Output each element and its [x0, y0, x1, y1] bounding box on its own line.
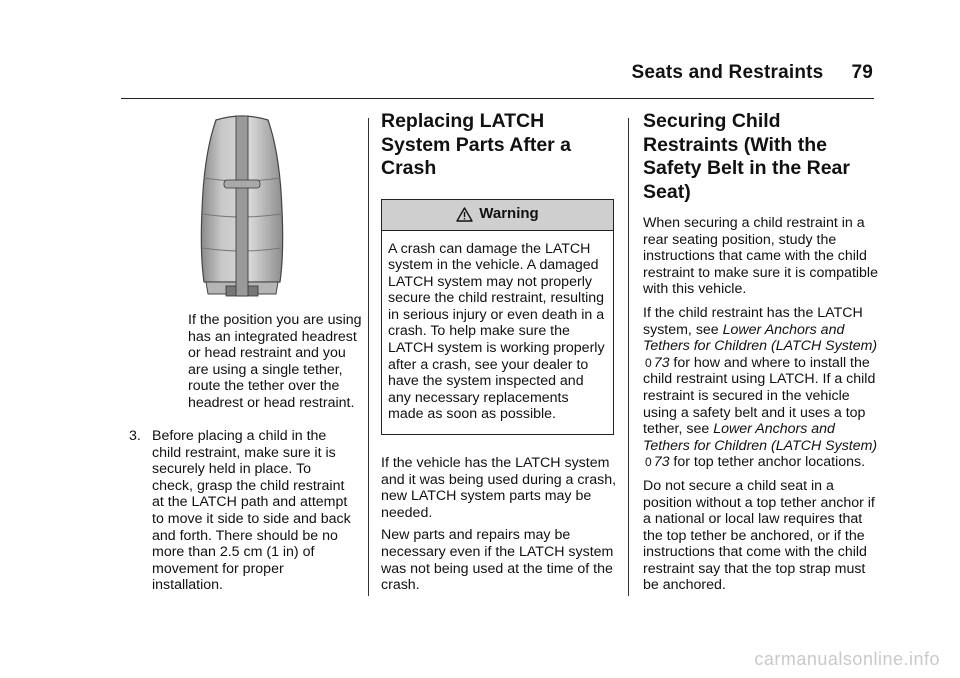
- page-arrow-icon: 0: [645, 355, 652, 370]
- numbered-step: [129, 428, 364, 594]
- seat-tether-illustration: [196, 114, 288, 304]
- warning-text: A crash can damage the LATCH system in the vehicle. A damaged LATCH system may not properly secure the child restraint, resulting in serious injury or even death in a crash. To help make sure the LATCH system is working properly after a crash, see your dealer to have the system inspected and any necessary replacements made as soon as possible.: [388, 240, 605, 423]
- step-text: Before placing a child in the child restraint, make sure it is securely held in place. To check, grasp the child restraint at the LATCH path and attempt to move it side to side and back and forth. There should be no more than 2.5 cm (1 in) of movement for proper installation.: [152, 428, 351, 594]
- page-header: [631, 62, 873, 84]
- watermark: carmanualsonline.info: [754, 649, 940, 669]
- paragraph: Do not secure a child seat in a position without a top tether anchor if a national or local law requires that the top tether be anchored, or if the instructions that come with the child restraint say that the top strap must be anchored.: [643, 477, 875, 594]
- cross-reference-link[interactable]: Lower Anchors and Tethers for Children (LATCH System): [643, 421, 878, 454]
- body-paragraphs: [381, 455, 618, 594]
- warning-title: Warning: [479, 205, 539, 223]
- warning-body: [382, 231, 613, 435]
- header-divider: [121, 98, 874, 99]
- section-title: Seats and Restraints: [631, 62, 824, 83]
- warning-box: [381, 199, 614, 436]
- paragraph: If the vehicle has the LATCH system and it was being used during a crash, new LATCH system parts may be needed.: [381, 455, 617, 521]
- paragraph-latch-reference: [643, 305, 879, 471]
- column-divider: [628, 118, 629, 596]
- text-run: for top tether anchor locations.: [669, 454, 866, 471]
- warning-icon: [456, 207, 473, 222]
- warning-header: [382, 200, 613, 231]
- column-divider: [368, 118, 369, 596]
- paragraph: New parts and repairs may be necessary even if the LATCH system was not being used at the time of the crash.: [381, 527, 614, 594]
- text-run: If the child restraint has the LATCH system, see: [643, 304, 863, 338]
- body-paragraphs: [643, 215, 879, 594]
- text-run: for how and where to install the child restraint using LATCH. If a child restraint is secured in the vehicle using a safety belt and it uses a top tether, see: [643, 354, 876, 438]
- page-reference[interactable]: 73: [653, 354, 670, 371]
- column-right: [643, 110, 879, 601]
- page-arrow-icon: 0: [645, 455, 652, 470]
- section-heading: Replacing LATCH System Parts After a Crash: [381, 110, 572, 179]
- page-number: 79: [851, 62, 873, 83]
- illustration-caption: If the position you are using has an integrated headrest or head restraint and you are using a single tether, route the tether over the headrest or head restraint.: [188, 312, 362, 411]
- column-middle: [381, 110, 618, 600]
- cross-reference-link[interactable]: Lower Anchors and Tethers for Children (LATCH System): [643, 321, 878, 355]
- section-heading: Securing Child Restraints (With the Safety Belt in the Rear Seat): [643, 110, 850, 203]
- step-number: 3.: [129, 428, 141, 444]
- page-reference[interactable]: 73: [653, 454, 670, 471]
- paragraph: When securing a child restraint in a rear seating position, study the instructions that came with the child restraint to make sure it is compatible with this vehicle.: [643, 215, 878, 298]
